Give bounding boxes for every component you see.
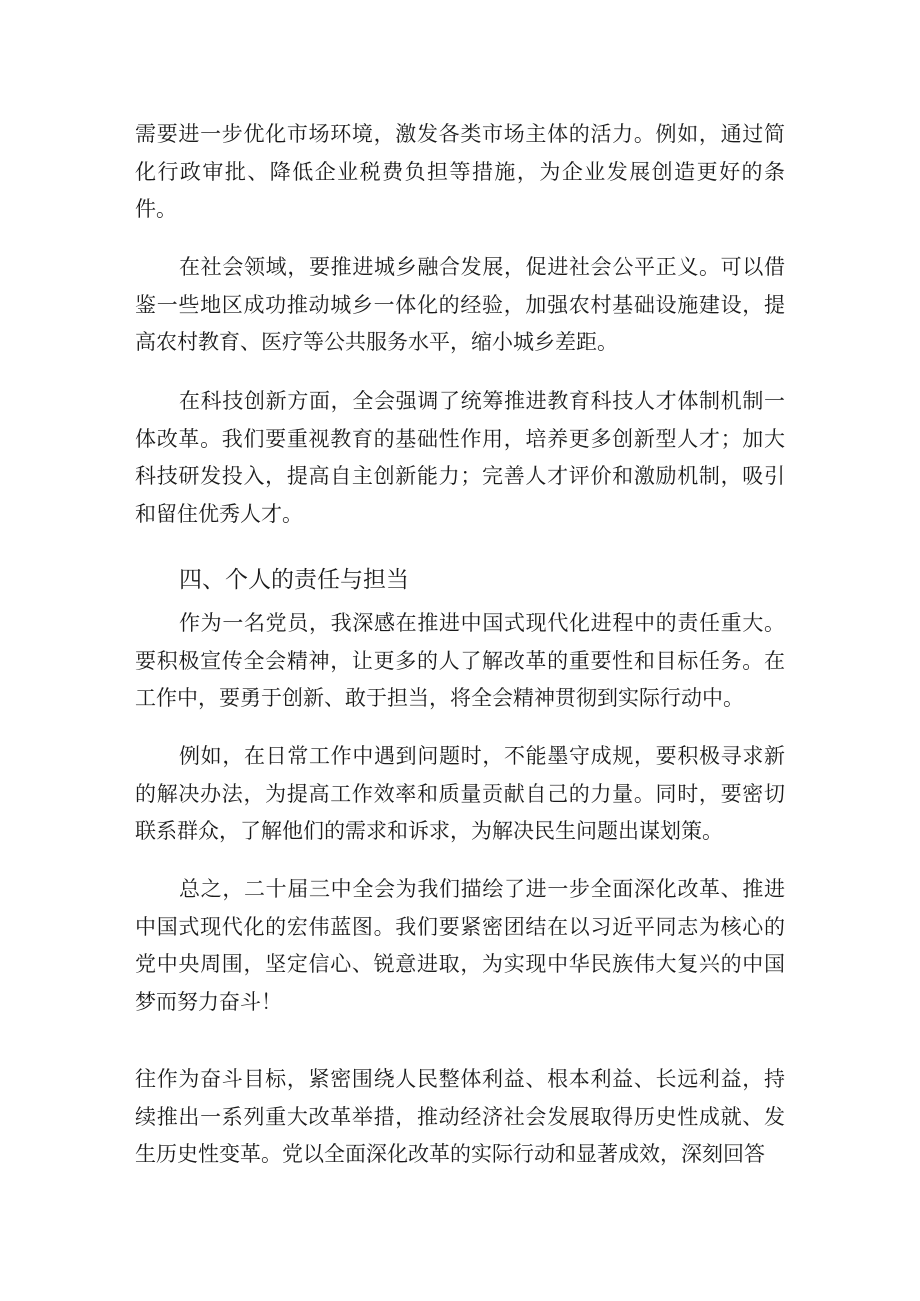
paragraph-text: 作为一名党员，我深感在推进中国式现代化进程中的责任重大。要积极宣传全会精神，让更多的人了解改革的重要性和目标任务。在工作中，要勇于创新、敢于担当，将全会精神贯彻到实际行动中。 xyxy=(135,611,785,710)
paragraph-text: 往作为奋斗目标，紧密围绕人民整体利益、根本利益、长远利益，持续推出一系列重大改革举措，推动经济社会发展取得历史性成就、发生历史性变革。党以全面深化改革的实际行动和显著成效，深刻回答 xyxy=(135,1067,785,1166)
paragraph-text: 需要进一步优化市场环境，激发各类市场主体的活力。例如，通过简化行政审批、降低企业税费负担等措施，为企业发展创造更好的条件。 xyxy=(135,122,785,221)
paragraph-tech-innovation xyxy=(135,383,785,533)
paragraph-continuation xyxy=(135,1061,785,1174)
paragraph-social-field xyxy=(135,249,785,362)
paragraph-daily-work-example xyxy=(135,738,785,851)
paragraph-party-member-duty xyxy=(135,605,785,718)
paragraph-text: 总之，二十届三中全会为我们描绘了进一步全面深化改革、推进中国式现代化的宏伟蓝图。我们要紧密团结在以习近平同志为核心的党中央周围，坚定信心、锐意进取，为实现中华民族伟大复兴的中国梦而努力奋斗！ xyxy=(135,877,785,1014)
paragraph-conclusion xyxy=(135,871,785,1021)
paragraph-market-environment xyxy=(135,116,785,229)
paragraph-text: 例如，在日常工作中遇到问题时，不能墨守成规，要积极寻求新的解决办法，为提高工作效率和质量贡献自己的力量。同时，要密切联系群众，了解他们的需求和诉求，为解决民生问题出谋划策。 xyxy=(135,744,785,843)
paragraph-text: 在社会领域，要推进城乡融合发展，促进社会公平正义。可以借鉴一些地区成功推动城乡一体化的经验，加强农村基础设施建设，提高农村教育、医疗等公共服务水平，缩小城乡差距。 xyxy=(135,255,785,354)
section-heading: 四、个人的责任与担当 xyxy=(179,567,409,593)
paragraph-text: 在科技创新方面，全会强调了统筹推进教育科技人才体制机制一体改革。我们要重视教育的基础性作用，培养更多创新型人才；加大科技研发投入，提高自主创新能力；完善人才评价和激励机制，吸引和留住优秀人才。 xyxy=(135,389,785,526)
